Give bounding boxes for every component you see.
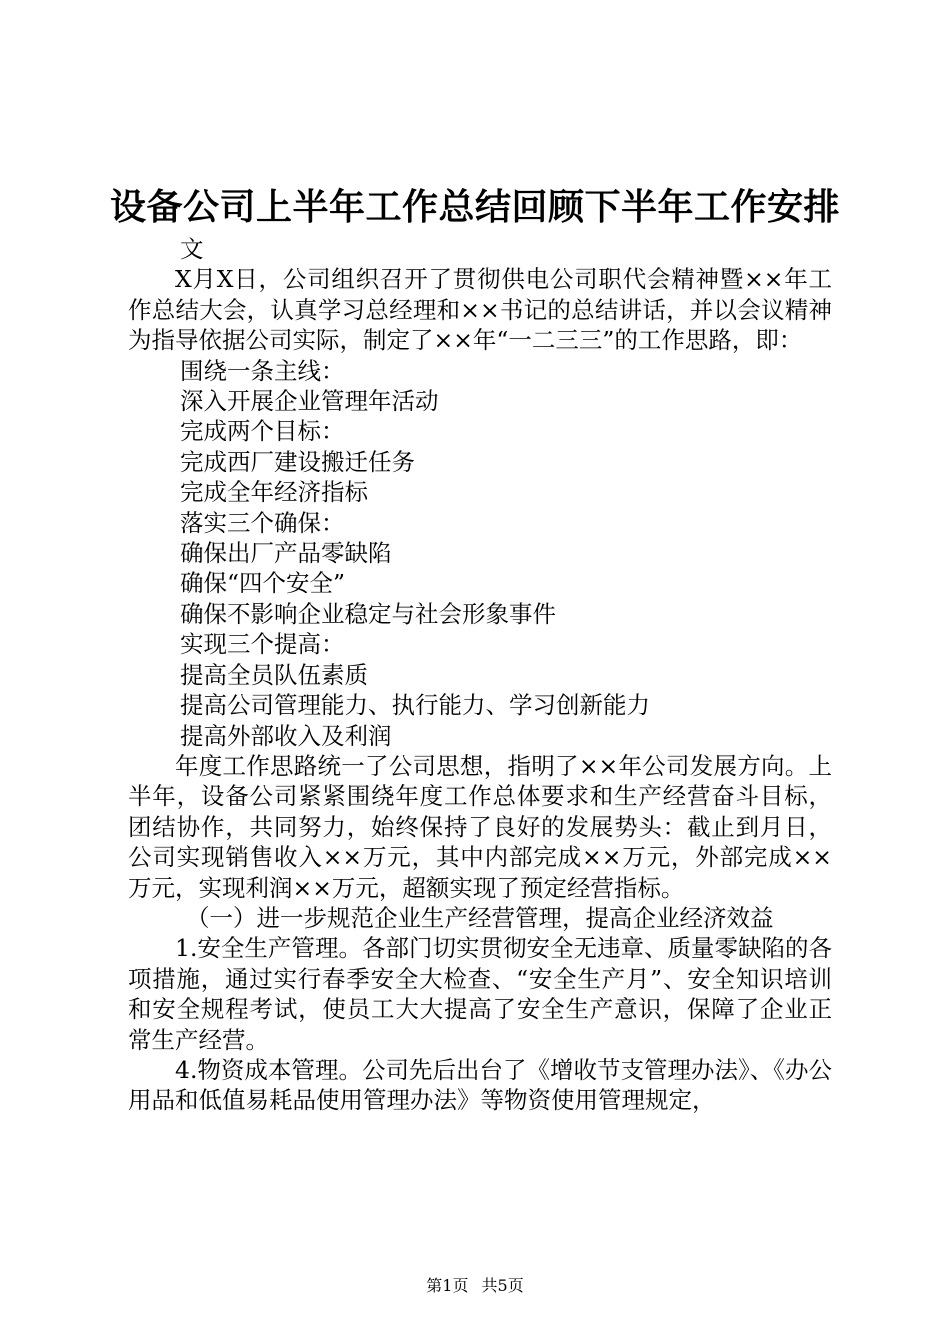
page-number: 第1页 <box>426 1276 469 1295</box>
outline-item: 深入开展企业管理年活动 <box>180 387 439 416</box>
outline-item: 提高公司管理能力、执行能力、学习创新能力 <box>180 691 650 720</box>
outline-item: 完成全年经济指标 <box>180 478 368 507</box>
outline-item: 提高外部收入及利润 <box>180 721 392 750</box>
byline: 文 <box>180 235 204 263</box>
document-title: 设备公司上半年工作总结回顾下半年工作安排 <box>109 186 840 228</box>
outline-item: 提高全员队伍素质 <box>180 660 368 689</box>
outline-item: 确保出厂产品零缺陷 <box>180 539 392 568</box>
outline-item: 完成两个目标： <box>180 417 345 446</box>
outline-item: 确保不影响企业稳定与社会形象事件 <box>180 599 556 628</box>
page-total: 共5页 <box>481 1276 524 1295</box>
page-footer <box>0 1276 950 1296</box>
section-heading: （一）进一步规范企业生产经营管理，提高企业经济效益 <box>186 903 774 932</box>
outline-item: 确保“四个安全” <box>180 569 346 598</box>
document-body <box>128 234 832 1116</box>
outline-item: 围绕一条主线： <box>180 356 345 385</box>
outline-item: 实现三个提高： <box>180 630 345 659</box>
item-material-cost-management: 4.物资成本管理。公司先后出台了《增收节支管理办法》、《办公用品和低值易耗品使用管理办法》等物资使用管理规定， <box>128 1055 832 1115</box>
summary-paragraph: 年度工作思路统一了公司思想，指明了××年公司发展方向。上半年，设备公司紧紧围绕年度工作总体要求和生产经营奋斗目标，团结协作，共同努力，始终保持了良好的发展势头：截止到月日，公司实现销售收入××万元，其中内部完成××万元，外部完成××万元，实现利润××万元，超额实现了预定经营指标。 <box>128 751 832 902</box>
outline-item: 落实三个确保： <box>180 508 345 537</box>
intro-paragraph: X月X日，公司组织召开了贯彻供电公司职代会精神暨××年工作总结大会，认真学习总经理和××书记的总结讲话，并以会议精神为指导依据公司实际，制定了××年“一二三三”的工作思路，即： <box>128 265 832 355</box>
outline-item: 完成西厂建设搬迁任务 <box>180 447 415 476</box>
item-safety-management: 1.安全生产管理。各部门切实贯彻安全无违章、质量零缺陷的各项措施，通过实行春季安全大检查、“安全生产月”、安全知识培训和安全规程考试，使员工大大提高了安全生产意识，保障了企业正常生产经营。 <box>128 934 832 1054</box>
